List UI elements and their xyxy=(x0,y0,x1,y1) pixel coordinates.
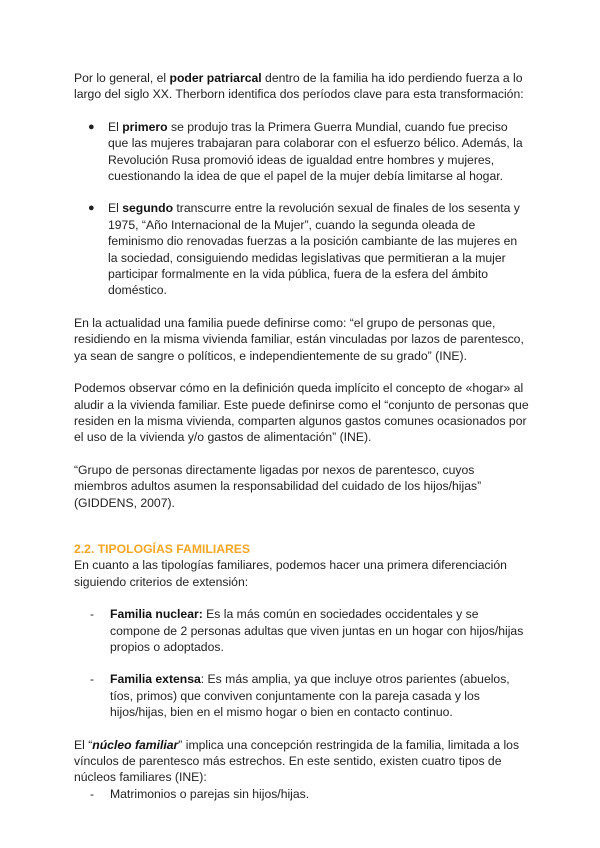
intro-paragraph xyxy=(74,70,530,103)
nucleo-paragraph xyxy=(74,737,530,786)
periods-list xyxy=(74,119,530,299)
text: El xyxy=(108,201,123,216)
text: transcurre entre la revolución sexual de finales de los sesenta y 1975, “Año Internacional de la Mujer”, cuando la segunda oleada de feminismo dio renovadas fuerzas a la posición cambiante de las mujeres en la sociedad, consiguiendo medidas legislativas que permitieran a la mujer participar formalmente en la vida pública, fuera de la esfera del ámbito doméstico. xyxy=(108,201,520,298)
list-item xyxy=(74,786,530,802)
bullet-icon: ● xyxy=(88,120,95,133)
bold-italic-term: núcleo familiar xyxy=(92,737,179,752)
bold-term: primero xyxy=(122,119,168,134)
bold-term: segundo xyxy=(122,201,174,216)
dash-icon: - xyxy=(90,607,95,622)
text: Matrimonios o parejas sin hijos/hijas. xyxy=(110,786,310,801)
dash-icon: - xyxy=(90,672,95,687)
family-definition-paragraph: En la actualidad una familia puede definirse como: “el grupo de personas que, residiendo en la misma vivienda familiar, están vinculadas por lazos de parentesco, ya sean de sangre o políticos, e independientemente de su grado” (INE). xyxy=(74,315,524,363)
text: Por lo general, el xyxy=(74,71,170,85)
family-types-list xyxy=(74,606,530,720)
section-heading: 2.2. TIPOLOGÍAS FAMILIARES xyxy=(74,541,251,556)
bold-term: poder patriarcal xyxy=(169,71,262,85)
text: dentro de la familia ha ido perdiendo fuerza a lo largo del siglo XX. Therborn identifica dos períodos clave para esta transformación: xyxy=(74,71,524,102)
giddens-quote: “Grupo de personas directamente ligadas por nexos de parentesco, cuyos miembros adultos asumen la responsabilidad del cuidado de los hijos/hijas” (GIDDENS, 2007). xyxy=(74,462,482,510)
list-item xyxy=(74,200,530,298)
nucleo-types-list xyxy=(74,786,530,802)
list-item xyxy=(74,606,530,655)
text: El “ xyxy=(74,737,93,752)
text: se produjo tras la Primera Guerra Mundial, cuando fue preciso que las mujeres trabajaran para colaborar con el esfuerzo bélico. Además, la Revolución Rusa promovió ideas de igualdad entre hombres y mujeres, cuestionando la idea de que el papel de la mujer debía limitarse al hogar. xyxy=(108,119,523,184)
bold-term: Familia nuclear: xyxy=(110,607,203,622)
list-item xyxy=(74,119,530,185)
text: ” implica una concepción restringida de la familia, limitada a los vínculos de parentesco más estrechos. En este sentido, existen cuatro tipos de núcleos familiares (INE): xyxy=(74,737,520,785)
text: : Es más amplia, ya que incluye otros parientes (abuelos, tíos, primos) que conviven conjuntamente con la pareja casada y los hijos/hijas, bien en el mismo hogar o bien en contacto continuo. xyxy=(110,672,510,720)
text: Es la más común en sociedades occidentales y se compone de 2 personas adultas que viven juntas en un hogar con hijos/hijas propios o adoptados. xyxy=(110,607,524,654)
section-intro: En cuanto a las tipologías familiares, podemos hacer una primera diferenciación siguiendo criterios de extensión: xyxy=(74,558,507,589)
dash-icon: - xyxy=(90,786,95,801)
bullet-icon: ● xyxy=(88,202,95,215)
hogar-paragraph: Podemos observar cómo en la definición queda implícito el concepto de «hogar» al aludir a la vivienda familiar. Este puede definirse como el “conjunto de personas que residen en la misma vivienda, comparten algunos gastos comunes ocasionados por el uso de la vivienda y/o gastos de alimentación” (INE). xyxy=(74,381,529,445)
document-page xyxy=(74,70,530,802)
bold-term: Familia extensa xyxy=(110,672,201,687)
text: El xyxy=(108,119,123,134)
list-item xyxy=(74,671,530,720)
